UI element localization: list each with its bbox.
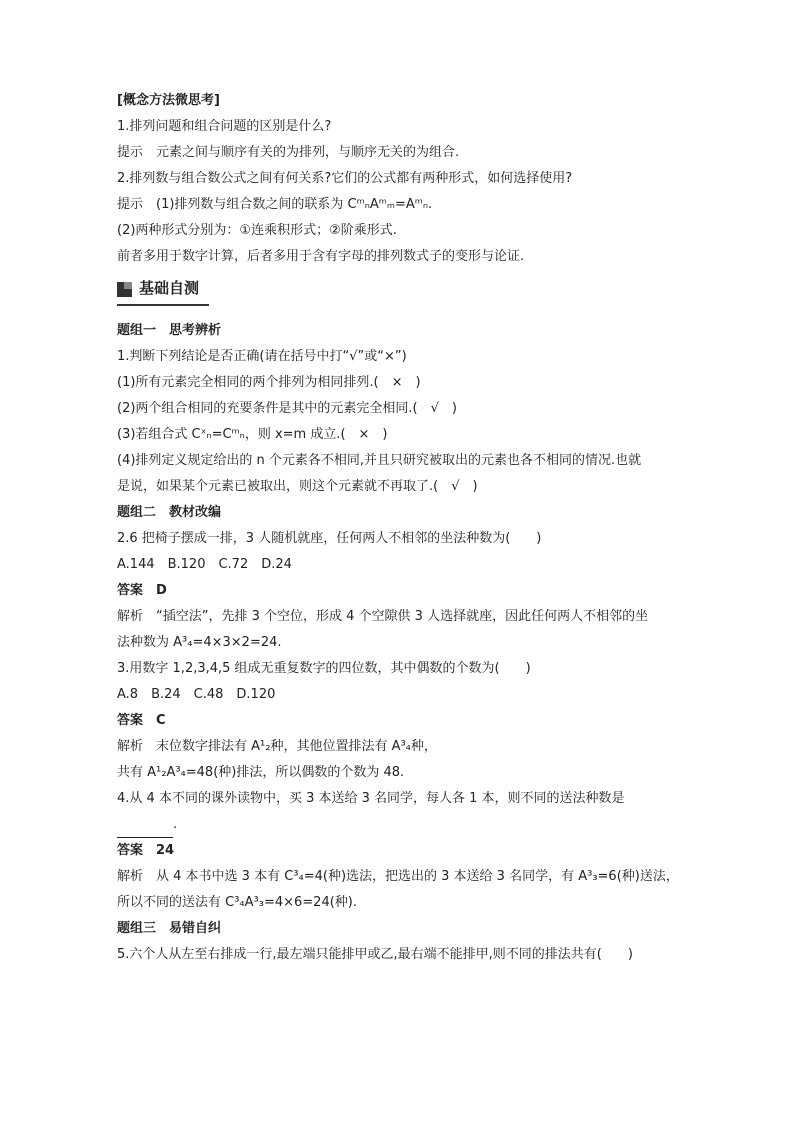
group1-statement-2: (2)两个组合相同的充要条件是其中的元素完全相同.( √ ) xyxy=(117,401,457,416)
question-3-explanation-1: 解析 末位数字排法有 A¹₂种，其他位置排法有 A³₄种， xyxy=(117,739,437,754)
question-4-answer: 答案 24 xyxy=(117,843,175,858)
question-2-options: A.144 B.120 C.72 D.24 xyxy=(117,557,292,572)
question-4-blank-line: . xyxy=(117,812,687,838)
section-header xyxy=(117,274,687,308)
question-5: 5.六个人从左至右排成一行,最左端只能排甲或乙,最右端不能排甲,则不同的排法共有( ) xyxy=(117,947,633,962)
concept-answer-2-line-1: 提示 (1)排列数与组合数之间的联系为 CᵐₙAᵐₘ=Aᵐₙ. xyxy=(117,197,433,212)
group1-title: 题组一 思考辨析 xyxy=(117,323,222,338)
question-3: 3.用数字 1,2,3,4,5 组成无重复数字的四位数，其中偶数的个数为( ) xyxy=(117,661,531,676)
group1-statement-4b: 是说，如果某个元素已被取出，则这个元素就不再取了.( √ ) xyxy=(117,479,478,494)
question-4-explanation-2: 所以不同的送法有 C³₄A³₃=4×6=24(种). xyxy=(117,895,357,910)
section-title: 基础自测 xyxy=(139,279,200,297)
group1-statement-4a: (4)排列定义规定给出的 n 个元素各不相同,并且只研究被取出的元素也各不相同的情况.也就 xyxy=(117,453,642,468)
group1-question: 1.判断下列结论是否正确(请在括号中打“√”或“×”) xyxy=(117,349,407,364)
question-3-explanation-2: 共有 A¹₂A³₄=48(种)排法，所以偶数的个数为 48. xyxy=(117,765,405,780)
concept-answer-2-line-3: 前者多用于数字计算，后者多用于含有字母的排列数式子的变形与论证. xyxy=(117,249,525,264)
question-4-explanation-1: 解析 从 4 本书中选 3 本有 C³₄=4(种)选法，把选出的 3 本送给 3 名同学，有 A³₃=6(种)送法， xyxy=(117,869,679,884)
question-2-explanation-1: 解析 “插空法”，先排 3 个空位，形成 4 个空隙供 3 人选择就座，因此任何两人不相邻的坐 xyxy=(117,609,649,624)
group2-title: 题组二 教材改编 xyxy=(117,505,222,520)
concept-answer-1: 提示 元素之间与顺序有关的为排列，与顺序无关的为组合. xyxy=(117,145,460,160)
group3-title: 题组三 易错自纠 xyxy=(117,921,222,936)
document-page xyxy=(117,88,687,968)
question-2-answer: 答案 D xyxy=(117,583,167,598)
group1-statement-3: (3)若组合式 Cˣₙ=Cᵐₙ，则 x=m 成立.( × ) xyxy=(117,427,388,442)
answer-blank xyxy=(117,819,173,838)
section-underline xyxy=(117,304,209,306)
question-2-explanation-2: 法种数为 A³₄=4×3×2=24. xyxy=(117,635,282,650)
question-2: 2.6 把椅子摆成一排，3 人随机就座，任何两人不相邻的坐法种数为( ) xyxy=(117,531,542,546)
group1-statement-1: (1)所有元素完全相同的两个排列为相同排列.( × ) xyxy=(117,375,421,390)
concept-question-1: 1.排列问题和组合问题的区别是什么? xyxy=(117,119,332,134)
question-3-answer: 答案 C xyxy=(117,713,166,728)
question-3-options: A.8 B.24 C.48 D.120 xyxy=(117,687,276,702)
concept-question-2: 2.排列数与组合数公式之间有何关系?它们的公式都有两种形式，如何选择使用? xyxy=(117,171,573,186)
concept-header: [概念方法微思考] xyxy=(117,93,220,108)
concept-answer-2-line-2: (2)两种形式分别为：①连乘积形式；②阶乘形式. xyxy=(117,223,397,238)
question-4: 4.从 4 本不同的课外读物中，买 3 本送给 3 名同学，每人各 1 本，则不同的送法种数是 xyxy=(117,791,625,806)
section-square-icon xyxy=(117,282,132,297)
